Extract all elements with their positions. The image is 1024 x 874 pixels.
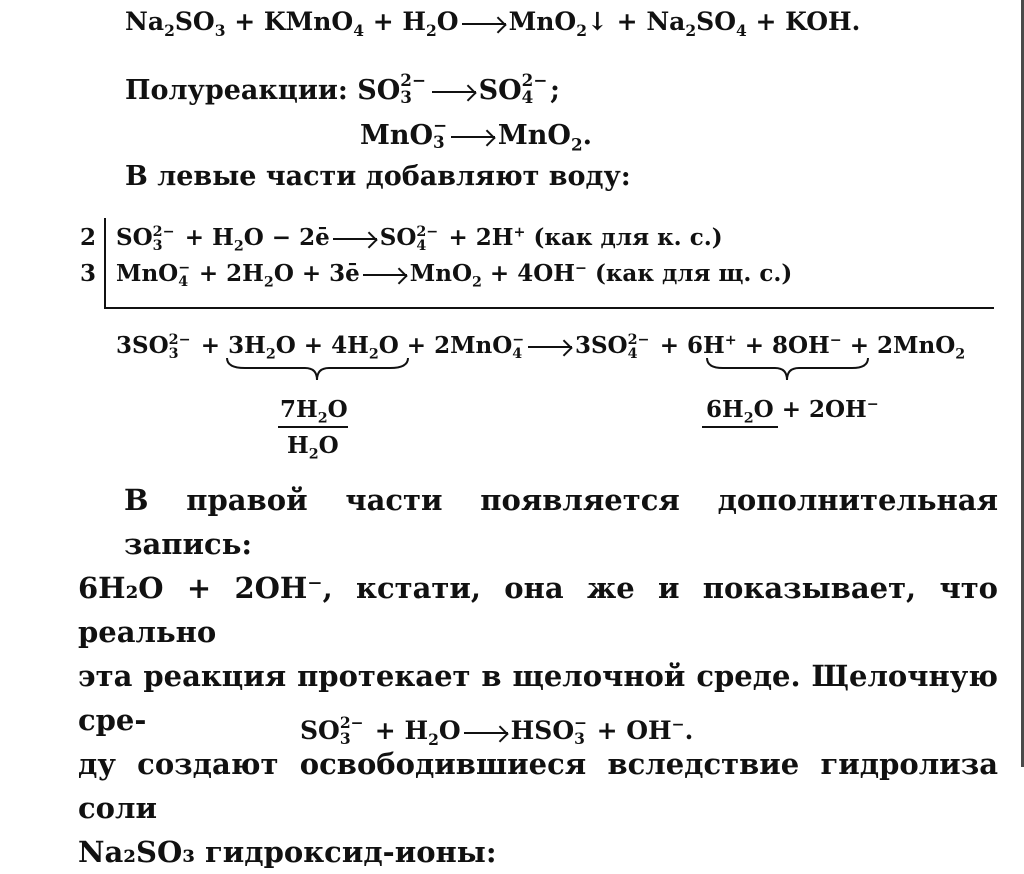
arrow-icon bbox=[333, 238, 377, 240]
paragraph-line: эта реакция протекает в щелочной среде. Щелочную сре- bbox=[78, 659, 998, 737]
coef-1: 2 bbox=[80, 224, 97, 251]
hydrolysis-equation: SO 2− 3 + $H_2O$ HSO − 3 + OH−. bbox=[300, 713, 694, 749]
half-reactions-line2: MnO − 3 MnO$_2$. bbox=[360, 115, 592, 155]
right-brace bbox=[705, 356, 870, 382]
half-reactions-line1: Полуреакции: SO 2− 3 SO 2− 4 ; bbox=[125, 70, 560, 108]
left-brace bbox=[225, 356, 410, 382]
arrow-icon bbox=[451, 136, 495, 138]
arrow-icon bbox=[464, 732, 508, 734]
left-result-top: $7H_2O$ bbox=[280, 396, 348, 427]
paragraph-line: В правой части появляется дополнительная запись: bbox=[124, 483, 998, 561]
paragraph-line: Na₂SO₃ гидроксид-ионы: bbox=[78, 835, 497, 869]
sum-equation: 3SO 2− 3 + $3H_2O + 4H_2O + 2MnO$ − 4 3SO 2− 4 + 6H+ + 8OH− + 2MnO$_2$ bbox=[116, 331, 966, 363]
right-result: $6H_2O + 2OH^-$ bbox=[706, 396, 879, 427]
paragraph-line: ду создают освободившиеся вследствие гидролиза соли bbox=[78, 747, 998, 825]
arrow-icon bbox=[432, 91, 476, 93]
equation-main: $Na_2SO_3$ + KMnO$_4$ + $H_2O$ MnO$_2$↓ + $Na_2SO_4$ + KOH. bbox=[125, 7, 861, 40]
coef-2: 3 bbox=[80, 260, 97, 287]
explanation-paragraph bbox=[78, 478, 998, 874]
arrow-icon bbox=[462, 23, 506, 25]
arrow-icon bbox=[363, 274, 407, 276]
right-result-underline bbox=[702, 426, 778, 428]
left-result-bottom: $H_2O$ bbox=[287, 432, 339, 463]
arrow-icon bbox=[528, 346, 572, 348]
system-rule bbox=[104, 307, 994, 309]
paragraph-line: 6H₂O + 2OH⁻, кстати, она же и показывает, что реально bbox=[78, 571, 998, 649]
add-water-heading: В левые части добавляют воду: bbox=[125, 161, 631, 192]
system-eq2: MnO − 4 + $2H_2O$ + 3ē MnO$_2$ + 4OH− (как для щ. с.) bbox=[116, 259, 793, 291]
left-result-cancel-line bbox=[278, 426, 348, 428]
system-eq1: SO 2− 3 + $H_2O$ − 2ē SO 2− 4 + 2H+ (как для к. с.) bbox=[116, 223, 723, 255]
system-bracket bbox=[104, 218, 106, 308]
